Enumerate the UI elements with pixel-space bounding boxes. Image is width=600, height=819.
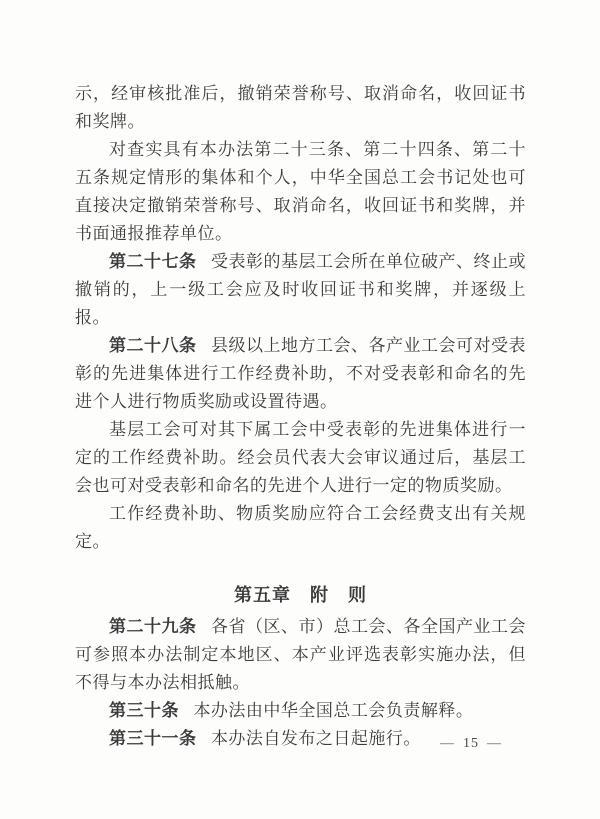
chapter-heading: 第五章 附 则 bbox=[234, 585, 367, 605]
page-footer bbox=[432, 736, 510, 752]
paragraph-article-30 bbox=[75, 697, 526, 725]
article-number: 第三十一条 bbox=[109, 729, 197, 748]
article-number: 第二十七条 bbox=[109, 252, 197, 271]
article-text: 本办法由中华全国总工会负责解释。 bbox=[193, 701, 474, 720]
paragraph-article-29 bbox=[75, 613, 526, 697]
article-number: 第三十条 bbox=[109, 701, 179, 720]
article-text: 本办法自发布之日起施行。 bbox=[210, 729, 421, 748]
article-text: 县级以上地方工会、各产业工会可对受表彰的先进集体进行工作经费补助，不对受表彰和命名的先进个人进行物质奖励或设置待遇。 bbox=[75, 336, 527, 411]
article-text: 受表彰的基层工会所在单位破产、终止或撤销的，上一级工会应及时收回证书和奖牌，并逐级上报。 bbox=[75, 252, 527, 327]
article-text: 各省（区、市）总工会、各全国产业工会可参照本办法制定本地区、本产业评选表彰实施办法，但不得与本办法相抵触。 bbox=[75, 617, 527, 692]
page-number: 15 bbox=[463, 736, 479, 751]
paragraph: 基层工会可对其下属工会中受表彰的先进集体进行一定的工作经费补助。经会员代表大会审议通过后，基层工会也可对受表彰和命名的先进个人进行一定的物质奖励。 bbox=[75, 420, 526, 495]
footer-dash-right: — bbox=[487, 736, 502, 751]
paragraph-continuation: 示，经审核批准后，撤销荣誉称号、取消命名，收回证书和奖牌。 bbox=[75, 84, 526, 131]
footer-dash-left: — bbox=[440, 736, 455, 751]
document-body bbox=[75, 80, 526, 753]
article-number: 第二十九条 bbox=[109, 617, 197, 636]
paragraph-article-28 bbox=[75, 332, 526, 416]
paragraph: 工作经费补助、物质奖励应符合工会经费支出有关规定。 bbox=[75, 504, 526, 551]
paragraph: 对查实具有本办法第二十三条、第二十四条、第二十五条规定情形的集体和个人，中华全国总工会书记处也可直接决定撤销荣誉称号、取消命名，收回证书和奖牌，并书面通报推荐单位。 bbox=[75, 140, 526, 243]
paragraph-article-27 bbox=[75, 248, 526, 332]
article-number: 第二十八条 bbox=[109, 336, 197, 355]
